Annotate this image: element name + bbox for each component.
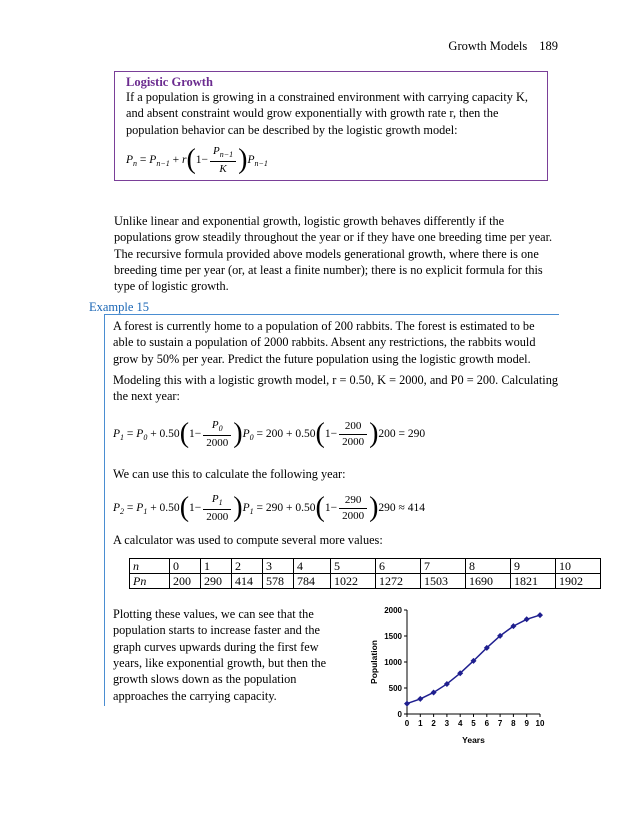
x-tick-label: 3 bbox=[444, 719, 450, 728]
population-chart bbox=[340, 600, 555, 748]
x-tick-label: 4 bbox=[457, 719, 463, 728]
table-cell: 1022 bbox=[331, 574, 376, 589]
table-cell: 1272 bbox=[376, 574, 421, 589]
table-cell: 9 bbox=[511, 559, 556, 574]
example-next-text: We can use this to calculate the following year: bbox=[113, 467, 346, 481]
example-model-text: Modeling this with a logistic growth model, r = 0.50, K = 2000, and P0 = 200. Calculating the next year: bbox=[113, 373, 559, 404]
table-cell: 414 bbox=[232, 574, 263, 589]
example-rule-vertical bbox=[104, 314, 105, 706]
example-label: Example 15 bbox=[89, 300, 150, 314]
page-header bbox=[448, 38, 558, 55]
x-tick-label: 1 bbox=[418, 719, 423, 728]
x-tick-label: 5 bbox=[471, 719, 476, 728]
x-tick-label: 6 bbox=[484, 719, 490, 728]
x-tick-label: 7 bbox=[497, 719, 503, 728]
calculation-year-2: $P_2 = P_1 + 0.50(1-$ $\frac{P_1}{2000}$ )$P_1 = 290 + 0.50(1-$ $\frac{290}{2000}$ )290 ≈ 414 bbox=[113, 492, 425, 524]
y-tick-label: 1000 bbox=[384, 658, 402, 667]
table-cell: 7 bbox=[421, 559, 466, 574]
y-axis-label: Population bbox=[369, 640, 379, 684]
example-calculator-text: A calculator was used to compute several more values: bbox=[113, 533, 383, 547]
table-cell: 200 bbox=[170, 574, 201, 589]
x-tick-label: 8 bbox=[511, 719, 516, 728]
example-rule-horizontal bbox=[104, 314, 559, 315]
values-table bbox=[129, 558, 601, 589]
table-cell: 10 bbox=[556, 559, 601, 574]
running-title: Growth Models bbox=[448, 39, 528, 53]
y-tick-label: 1500 bbox=[384, 632, 402, 641]
box-text: If a population is growing in a constrained environment with carrying capacity K, and absent constraint would grow exponentially with growth rate r, then the population behavior can be described by the logistic growth model: bbox=[126, 90, 528, 137]
y-tick-label: 2000 bbox=[384, 606, 402, 615]
box-title: Logistic Growth bbox=[126, 75, 213, 89]
table-cell: 8 bbox=[466, 559, 511, 574]
table-cell: 1821 bbox=[511, 574, 556, 589]
table-row bbox=[130, 574, 601, 589]
data-point bbox=[524, 616, 530, 622]
table-cell: 3 bbox=[263, 559, 294, 574]
table-cell: 2 bbox=[232, 559, 263, 574]
table-cell: 578 bbox=[263, 574, 294, 589]
table-cell: 1503 bbox=[421, 574, 466, 589]
row-label: n bbox=[130, 559, 170, 574]
table-cell: 1690 bbox=[466, 574, 511, 589]
data-point bbox=[404, 701, 410, 707]
x-tick-label: 0 bbox=[404, 719, 410, 728]
calculation-year-1: $P_1 = P_0 + 0.50(1-$ $\frac{P_0}{2000}$ )$P_0 = 200 + 0.50(1-$ $\frac{200}{2000}$ )200 = 290 bbox=[113, 418, 426, 450]
table-cell: 784 bbox=[294, 574, 331, 589]
x-tick-label: 10 bbox=[535, 719, 545, 728]
x-tick-label: 9 bbox=[524, 719, 529, 728]
data-point bbox=[417, 696, 423, 702]
table-cell: 1902 bbox=[556, 574, 601, 589]
table-cell: 6 bbox=[376, 559, 421, 574]
page-number: 189 bbox=[539, 39, 558, 53]
x-axis-label: Years bbox=[462, 735, 485, 745]
paragraph: Unlike linear and exponential growth, logistic growth behaves differently if the populations grow steadily throughout the year or if they have one breeding time per year. The recursive formula provided above models generational growth, where there is one breeding time per year (or, at least a finite number); there is no explicit formula for this type of logistic growth. bbox=[114, 214, 553, 294]
y-tick-label: 0 bbox=[397, 710, 402, 719]
example-conclusion: Plotting these values, we can see that the population starts to increase faster and the graph curves upwards during the first few years, like exponential growth, but then the growth slows down as the population approaches the carrying capacity. bbox=[113, 607, 327, 703]
x-tick-label: 2 bbox=[431, 719, 436, 728]
table-cell: 4 bbox=[294, 559, 331, 574]
table-cell: 290 bbox=[201, 574, 232, 589]
data-point bbox=[537, 612, 543, 618]
table-cell: 1 bbox=[201, 559, 232, 574]
logistic-formula: $P_n = P_{n-1} + r(1-$ $\frac{P_{n-1}}{K}$ )$P_{n-1}$ bbox=[126, 144, 268, 176]
table-cell: 0 bbox=[170, 559, 201, 574]
row-label: Pn bbox=[130, 574, 170, 589]
example-problem: A forest is currently home to a population of 200 rabbits. The forest is estimated to be able to sustain a population of 2000 rabbits. Absent any restrictions, the rabbits would grow by 50% per year. Predict the future population using the logistic growth model. bbox=[113, 319, 536, 366]
table-cell: 5 bbox=[331, 559, 376, 574]
table-row bbox=[130, 559, 601, 574]
y-tick-label: 500 bbox=[388, 684, 402, 693]
